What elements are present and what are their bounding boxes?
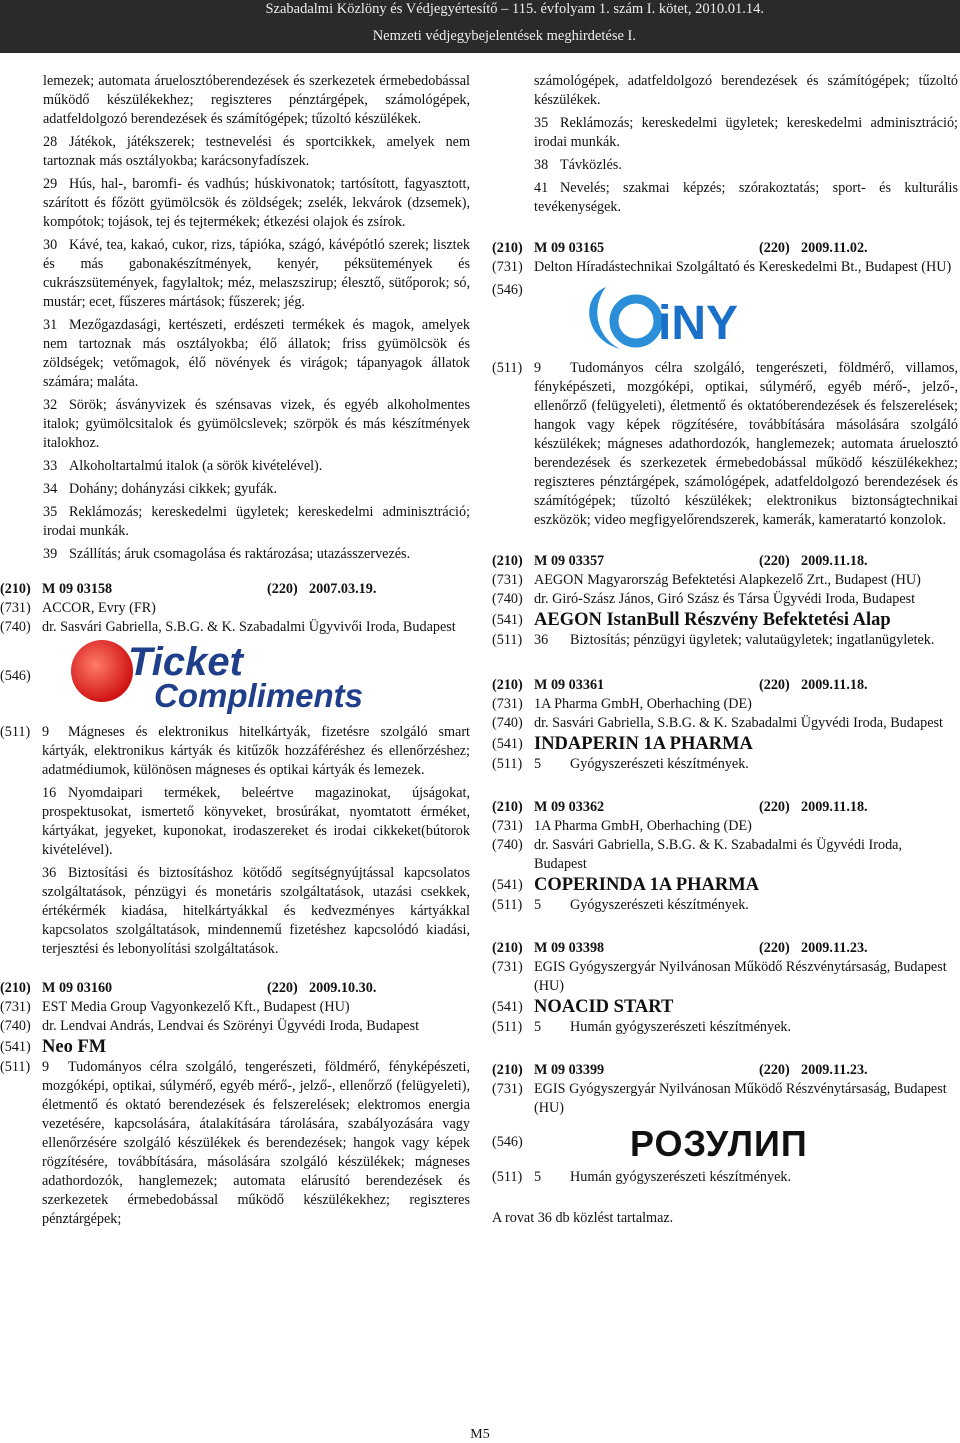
applicant: AEGON Magyarország Befektetési Alapkezelő Zrt., Budapest (HU)	[534, 572, 921, 588]
applicant: EGIS Gyógyszergyár Nyilvánosan Működő Részvénytársaság, Budapest (HU)	[534, 1081, 947, 1116]
class-item	[534, 631, 958, 650]
filing-date: 2009.11.18.	[801, 677, 868, 693]
word-mark: NOACID START	[534, 997, 674, 1017]
filing-date: 2009.11.23.	[801, 1062, 868, 1078]
goods-list	[42, 1058, 470, 1233]
class-text: Távközlés.	[560, 157, 622, 173]
field-code: (511)	[492, 360, 523, 376]
goods-row	[492, 896, 958, 919]
application-number: M 09 03398	[534, 940, 605, 956]
field-code: (546)	[492, 282, 523, 298]
goods-list	[534, 1168, 958, 1191]
field-code: (210)	[0, 980, 31, 996]
logo-word-bottom: Compliments	[154, 677, 364, 714]
goods-row	[492, 755, 958, 778]
class-item	[534, 1018, 958, 1037]
goods-list	[534, 1018, 958, 1041]
record-id-row	[0, 979, 470, 998]
class-item	[42, 1058, 470, 1229]
continued-text: számológépek, adatfeldolgozó berendezések és számítógépek; tűzoltó készülékek.	[534, 73, 958, 108]
applicant: EST Media Group Vagyonkezelő Kft., Budapest (HU)	[42, 999, 350, 1015]
representative: dr. Sasvári Gabriella, S.B.G. & K. Szabadalmi Ügyvédi Iroda, Budapest	[534, 715, 943, 731]
class-item	[534, 359, 958, 530]
class-text: Mezőgazdasági, kertészeti, erdészeti termékek és magok, amelyek nem tartoznak más osztályokba; élő állatok; friss gyümölcsök és zöldségek; vetőmagok, élő növények és virágok; tápanyagok állatok számára; maláta.	[43, 317, 470, 390]
field-code: (731)	[492, 572, 523, 588]
application-number: M 09 03399	[534, 1062, 605, 1078]
word-mark-row	[492, 609, 958, 631]
representative: dr. Giró-Szász János, Giró Szász és Társa Ügyvédi Iroda, Budapest	[534, 591, 916, 607]
word-mark: COPERINDA 1A PHARMA	[534, 875, 760, 895]
class-number: 33	[43, 458, 58, 474]
field-code: (731)	[0, 999, 31, 1015]
field-code: (541)	[492, 999, 523, 1015]
field-code: (210)	[492, 677, 523, 693]
class-item	[43, 236, 470, 312]
class-text: Gyógyszerészeti készítmények.	[570, 756, 749, 772]
word-mark: Neo FM	[42, 1037, 107, 1057]
application-number: M 09 03158	[42, 581, 113, 597]
iny-logo	[580, 277, 800, 357]
field-code: (220)	[759, 677, 790, 693]
rozulip-logo	[630, 1120, 870, 1164]
goods-row	[0, 723, 470, 963]
field-code: (731)	[492, 696, 523, 712]
class-item	[43, 503, 470, 541]
field-code: (546)	[0, 667, 31, 684]
continued-text: lemezek; automata áruelosztóberendezések és szerkezetek érmebedobással működő készülékekhez; regiszteres pénztárgépek, számológépek, adatfeldolgozó berendezések és számítógépek; tűzoltó készülékek.	[43, 73, 470, 127]
record-id-row	[492, 1061, 958, 1080]
record-id-row	[492, 552, 958, 571]
class-item	[43, 316, 470, 392]
word-mark: INDAPERIN 1A PHARMA	[534, 734, 753, 754]
field-code: (511)	[492, 897, 523, 913]
class-text: Dohány; dohányzási cikkek; gyufák.	[69, 481, 278, 497]
field-code: (731)	[492, 818, 523, 834]
field-code: (210)	[492, 1062, 523, 1078]
logo-row	[492, 1118, 958, 1166]
class-text: Hús, hal-, baromfi- és vadhús; húskivonatok; tartósított, fagyasztott, szárított és főzött gyümölcsök és zöldségek; zselék, lekvárok (dzsemek), kompótok; tojások, tej és tejtermékek; étkezési olajok és zsírok.	[43, 176, 470, 230]
filing-date: 2009.11.23.	[801, 940, 868, 956]
page-header	[0, 0, 960, 53]
field-code: (541)	[492, 612, 523, 628]
field-code: (731)	[492, 959, 523, 975]
representative: dr. Sasvári Gabriella, S.B.G. & K. Szabadalmi és Ügyvédi Iroda, Budapest	[534, 837, 903, 872]
applicant: 1A Pharma GmbH, Oberhaching (DE)	[534, 818, 752, 834]
field-code: (220)	[267, 581, 298, 597]
class-item	[43, 480, 470, 499]
application-number: M 09 03357	[534, 553, 605, 569]
class-text: Reklámozás; kereskedelmi ügyletek; kereskedelmi adminisztráció; irodai munkák.	[534, 115, 958, 150]
logo-row	[0, 637, 470, 715]
applicant: Delton Híradástechnikai Szolgáltató és Kereskedelmi Bt., Budapest (HU)	[534, 259, 952, 275]
class-number: 35	[534, 115, 549, 131]
class-text: Tudományos célra szolgáló, tengerészeti, földmérő, fényképészeti, mozgóképi, optikai, súlymérő, egyéb mérő-, jelző-, ellenőrző (felügyeleti), életmentő és oktató berendezések és felszerelések; elektromos energia vezetésére, kapcsolására, átalakítására tárolására, szabályozására vagy ellenőrzésére szolgáló készülékek és berendezések; hangok vagy képek rögzítésére, továbbítására, másolására szolgáló készülékek; mágneses adathordozók, hanglemezek; automata elárusító berendezések és szerkezetek érmebedobással működő készülékekhez; regiszteres pénztárgépek;	[42, 1059, 470, 1227]
class-text: Gyógyszerészeti készítmények.	[570, 897, 749, 913]
word-mark: AEGON IstanBull Részvény Befektetési Alap	[534, 610, 891, 630]
field-code: (220)	[759, 799, 790, 815]
section-note: A rovat 36 db közlést tartalmaz.	[492, 1210, 674, 1226]
field-code: (740)	[492, 715, 523, 731]
red-sphere-icon	[71, 640, 133, 702]
section-title: Nemzeti védjegybejelentések meghirdetése I.	[372, 28, 636, 44]
class-text: Reklámozás; kereskedelmi ügyletek; kereskedelmi adminisztráció; irodai munkák.	[43, 504, 470, 539]
class-item	[43, 396, 470, 453]
class-item	[534, 179, 958, 217]
class-text: Mágneses és elektronikus hitelkártyák, fizetésre szolgáló smart kártyák, elektronikus kártyák és kitűzők hozzáféréshez és ellenőrzéshez; adatmédiumok, különösen mágneses és optikai kártyák és lemezek.	[42, 724, 470, 778]
field-code: (511)	[0, 724, 31, 740]
class-text: Kávé, tea, kakaó, cukor, rizs, tápióka, szágó, kávépótló szerek; lisztek és más gabonakészítmények, kenyér, péksütemények és cukrászsütemények, fagylaltok; méz, melaszszirup; élesztő, sütőporok; só, mustár; ecet, fűszeres mártások; fűszerek; jég.	[43, 237, 470, 310]
class-number: 41	[534, 180, 549, 196]
goods-list	[534, 631, 958, 654]
class-text: Szállítás; áruk csomagolása és raktározása; utazásszervezés.	[69, 546, 411, 562]
field-code: (210)	[0, 581, 31, 597]
trademark-record	[492, 939, 958, 1041]
class-text: Nevelés; szakmai képzés; szórakoztatás; sport- és kulturális tevékenységek.	[534, 180, 958, 215]
field-code: (541)	[0, 1039, 31, 1055]
field-code: (210)	[492, 940, 523, 956]
trademark-record	[0, 979, 470, 1233]
class-text: Nyomdaipari termékek, beleértve magazinokat, újságokat, prospektusokat, ismertető könyveket, brosúrákat, nyomtatott érméket, kártyákat, jegyeket, kuponokat, irodaszereket és irodai cikkeket(bútorok kivételével).	[42, 785, 470, 858]
class-number: 30	[43, 237, 58, 253]
class-item	[43, 545, 470, 564]
filing-date: 2009.11.18.	[801, 799, 868, 815]
class-number: 34	[43, 481, 58, 497]
class-text: Biztosítási és biztosításhoz kötődő segítségnyújtással kapcsolatos szolgáltatások, pénzügyi és monetáris szolgáltatások, utazási csekkek, értékérmék kiadása, hitelkártyákkal és kedvezményes kártyákkal kapcsolatos szolgáltatások, mindennemű fizetéshez kapcsolódó kiadási, terjesztési és lebonyolítási szolgáltatások.	[42, 865, 470, 957]
field-code: (210)	[492, 553, 523, 569]
class-number: 36	[42, 865, 57, 881]
representative: dr. Sasvári Gabriella, S.B.G. & K. Szabadalmi Ügyvivői Iroda, Budapest	[42, 619, 456, 635]
logo-word: РОЗУЛИП	[630, 1123, 808, 1164]
field-code: (220)	[759, 1062, 790, 1078]
journal-title: Szabadalmi Közlöny és Védjegyértesítő – 115. évfolyam 1. szám I. kötet, 2010.01.14.	[265, 1, 764, 17]
goods-row	[492, 1168, 958, 1191]
applicant-row	[0, 998, 470, 1017]
field-code: (740)	[0, 619, 31, 635]
applicant-row	[492, 571, 958, 590]
field-code: (220)	[267, 980, 298, 996]
class-item	[42, 723, 470, 780]
record-id-row	[492, 939, 958, 958]
class-item	[534, 114, 958, 152]
record-id-row	[492, 798, 958, 817]
goods-list	[534, 359, 958, 534]
class-number: 5	[534, 1169, 542, 1185]
class-item	[534, 1168, 958, 1187]
field-code: (511)	[492, 632, 523, 648]
class-number: 31	[43, 317, 58, 333]
trademark-record	[492, 1061, 958, 1191]
class-number: 5	[534, 756, 542, 772]
applicant-row	[492, 958, 958, 996]
field-code: (511)	[0, 1059, 31, 1075]
class-item	[534, 156, 958, 175]
class-number: 35	[43, 504, 58, 520]
representative-row	[492, 836, 958, 874]
goods-row	[0, 1058, 470, 1233]
trademark-record	[492, 798, 958, 919]
class-number: 5	[534, 897, 542, 913]
left-column	[0, 72, 470, 1233]
field-code: (731)	[0, 600, 31, 616]
applicant: EGIS Gyógyszergyár Nyilvánosan Működő Részvénytársaság, Budapest (HU)	[534, 959, 947, 994]
ring-icon	[614, 299, 658, 343]
word-mark-row	[0, 1036, 470, 1058]
logo-row	[492, 277, 958, 357]
class-number: 9	[42, 1059, 50, 1075]
class-item	[534, 896, 958, 915]
goods-row	[492, 359, 958, 534]
applicant-row	[492, 1080, 958, 1118]
application-number: M 09 03165	[534, 240, 605, 256]
word-mark-row	[492, 733, 958, 755]
filing-date: 2009.11.18.	[801, 553, 868, 569]
class-text: Játékok, játékszerek; testnevelési és sportcikkek, amelyek nem tartoznak más osztályokba; karácsonyfadíszek.	[43, 134, 470, 169]
representative: dr. Lendvai András, Lendvai és Szörényi Ügyvédi Iroda, Budapest	[42, 1018, 420, 1034]
logo-word-top: Ticket	[128, 640, 243, 684]
word-mark-row	[492, 996, 958, 1018]
class-number: 36	[534, 632, 549, 648]
trademark-record	[492, 239, 958, 534]
field-code: (546)	[492, 1133, 523, 1150]
goods-list	[534, 755, 958, 778]
record-id-row	[0, 580, 470, 599]
field-code: (220)	[759, 940, 790, 956]
logo-word: iNY	[658, 297, 739, 350]
class-number: 32	[43, 397, 58, 413]
applicant: ACCOR, Evry (FR)	[42, 600, 156, 616]
applicant-row	[492, 258, 958, 277]
class-item	[43, 133, 470, 171]
application-number: M 09 03160	[42, 980, 113, 996]
class-number: 28	[43, 134, 58, 150]
filing-date: 2009.10.30.	[309, 980, 377, 996]
field-code: (740)	[492, 591, 523, 607]
filing-date: 2007.03.19.	[309, 581, 377, 597]
continued-block	[492, 72, 958, 217]
page-number: M5	[470, 1427, 490, 1442]
field-code: (220)	[759, 553, 790, 569]
record-id-row	[492, 676, 958, 695]
field-code: (210)	[492, 799, 523, 815]
representative-row	[492, 714, 958, 733]
field-code: (541)	[492, 736, 523, 752]
class-item	[42, 864, 470, 959]
class-text: Humán gyógyszerészeti készítmények.	[570, 1019, 792, 1035]
class-number: 9	[534, 360, 542, 376]
field-code: (511)	[492, 1019, 523, 1035]
application-number: M 09 03362	[534, 799, 605, 815]
trademark-record	[0, 580, 470, 963]
class-text: Biztosítás; pénzügyi ügyletek; valutaügyletek; ingatlanügyletek.	[570, 632, 935, 648]
record-id-row	[492, 239, 958, 258]
class-number: 39	[43, 546, 58, 562]
word-mark-row	[492, 874, 958, 896]
goods-list	[534, 896, 958, 919]
representative-row	[0, 618, 470, 637]
class-number: 5	[534, 1019, 542, 1035]
field-code: (731)	[492, 259, 523, 275]
filing-date: 2009.11.02.	[801, 240, 868, 256]
class-number: 9	[42, 724, 50, 740]
class-text: Alkoholtartalmú italok (a sörök kivételével).	[69, 458, 323, 474]
field-code: (731)	[492, 1081, 523, 1097]
goods-row	[492, 631, 958, 654]
class-item	[534, 755, 958, 774]
class-number: 29	[43, 176, 58, 192]
class-text: Tudományos célra szolgáló, tengerészeti, földmérő, villamos, fényképészeti, mozgóképi, optikai, súlymérő, egyéb mérő-, jelző-, ellenőrző (felügyeleti), életmentő és oktatóberendezések és felszerelések; hangok vagy képek rögzítésére, továbbítására másolására szolgáló készülékek; mágneses adathordozók, hanglemezek; automata áruelosztó berendezések és szerkezetek érmebedobással működő készülékekhez; regiszteres pénztárgépek, számológépek, adatfeldolgozó berendezések és számítógépek; tűzoltó készülékek; elektronikus biztonságtechnikai eszközök; video megfigyelőrendszerek, kamerák, kameratartó konzolok.	[534, 360, 958, 528]
field-code: (541)	[492, 877, 523, 893]
ticket-compliments-logo	[56, 637, 456, 715]
class-number: 38	[534, 157, 549, 173]
applicant: 1A Pharma GmbH, Oberhaching (DE)	[534, 696, 752, 712]
application-number: M 09 03361	[534, 677, 605, 693]
field-code: (511)	[492, 1169, 523, 1185]
applicant-row	[0, 599, 470, 618]
class-text: Humán gyógyszerészeti készítmények.	[570, 1169, 792, 1185]
applicant-row	[492, 695, 958, 714]
class-item	[43, 457, 470, 476]
applicant-row	[492, 817, 958, 836]
field-code: (740)	[492, 837, 523, 853]
representative-row	[492, 590, 958, 609]
class-number: 16	[42, 785, 57, 801]
trademark-record	[492, 552, 958, 654]
field-code: (210)	[492, 240, 523, 256]
field-code: (511)	[492, 756, 523, 772]
class-text: Sörök; ásványvizek és szénsavas vizek, és egyéb alkoholmentes italok; gyümölcsitalok és gyümölcslevek; szörpök és más készítmények italokhoz.	[43, 397, 470, 451]
representative-row	[0, 1017, 470, 1036]
field-code: (740)	[0, 1018, 31, 1034]
right-column	[492, 72, 958, 1228]
field-code: (220)	[759, 240, 790, 256]
goods-list	[42, 723, 470, 963]
goods-row	[492, 1018, 958, 1041]
class-item	[42, 784, 470, 860]
trademark-record	[492, 676, 958, 778]
class-item	[43, 175, 470, 232]
